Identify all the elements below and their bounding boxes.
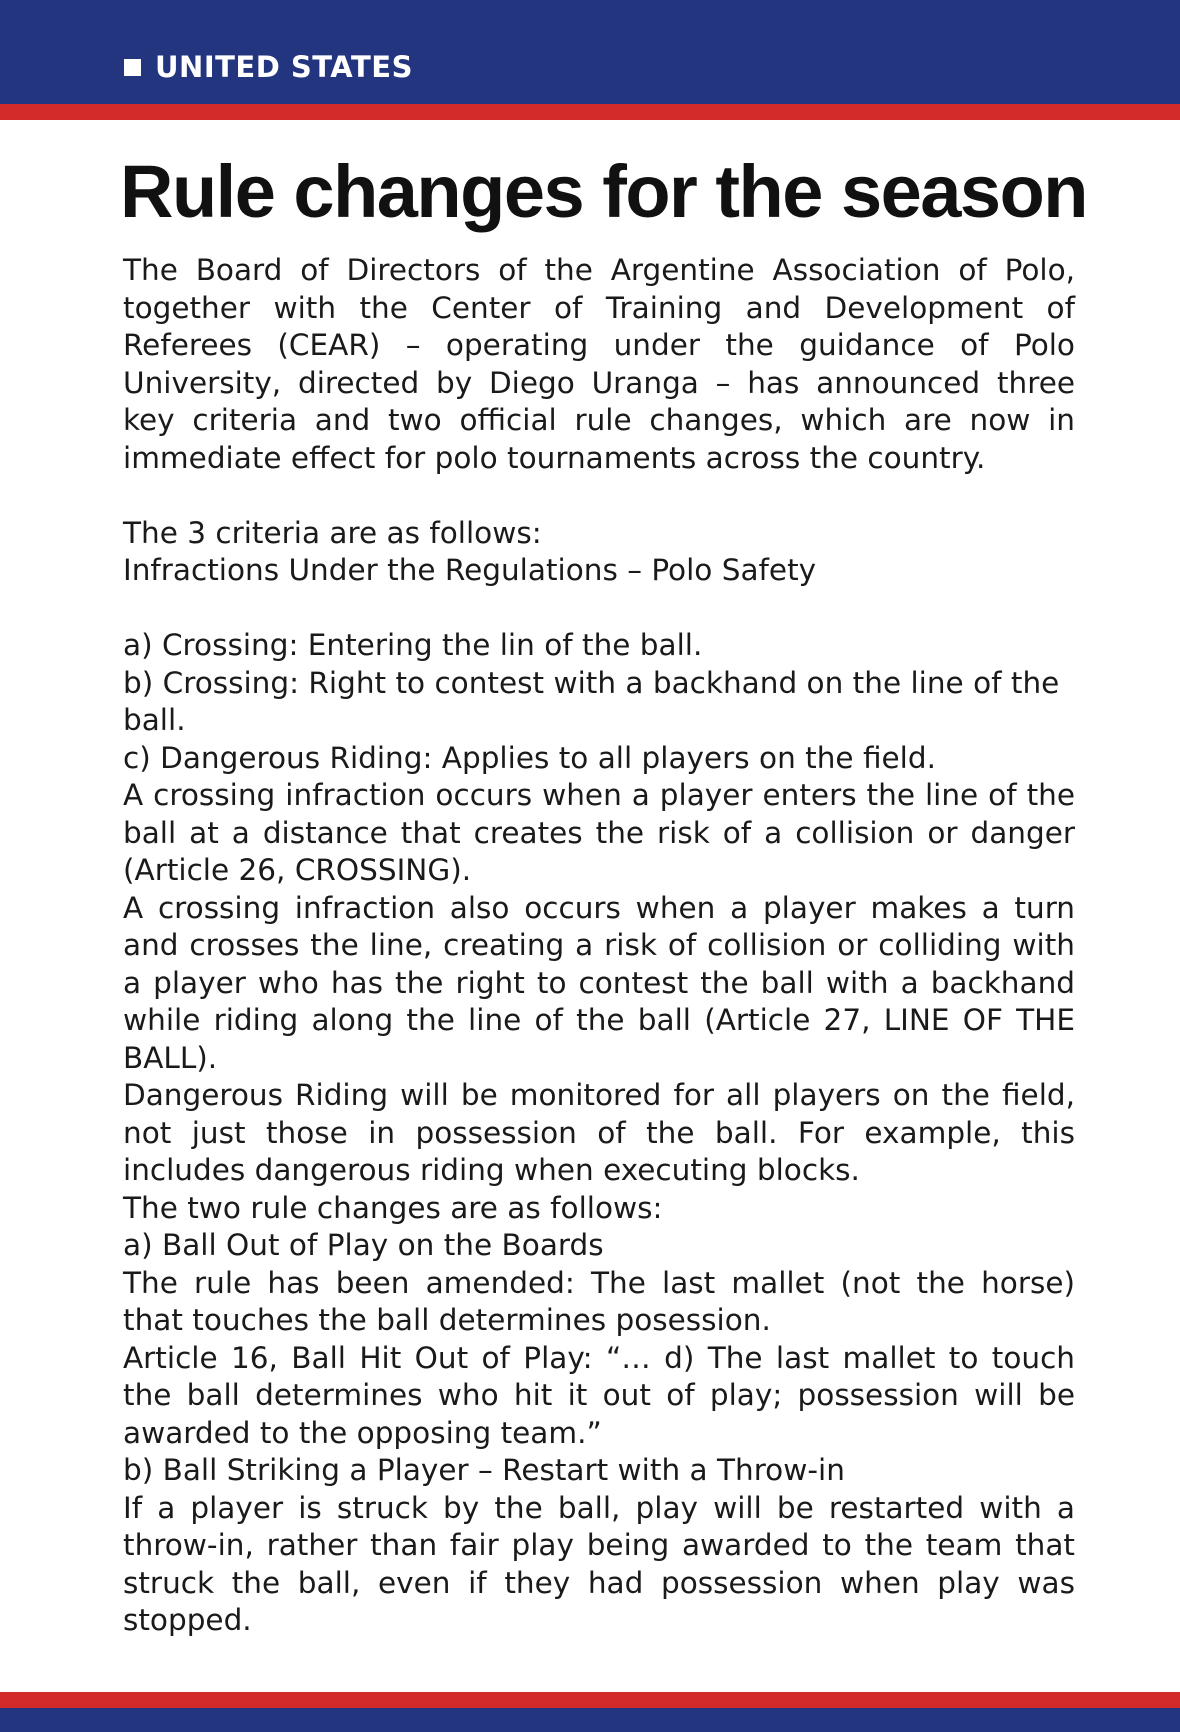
criteria-item: b) Crossing: Right to contest with a backhand on the line of the ball. [123,665,1060,737]
header-accent-stripe [0,104,1180,120]
rule-a-quote: Article 16, Ball Hit Out of Play: “… d) The last mallet to touch the ball determines who hit it out of play; possession will be awarded to the opposing team.” [123,1340,1075,1450]
section-label [124,50,413,84]
footer-accent-stripe [0,1692,1180,1708]
criteria-subheading: Infractions Under the Regulations – Polo Safety [123,553,817,587]
criteria-item: c) Dangerous Riding: Applies to all players on the field. [123,740,936,775]
rule-b-text: If a player is struck by the ball, play will be restarted with a throw-in, rather than fair play being awarded to the team that struck the ball, even if they had possession when play was stopped. [123,1490,1075,1637]
article-title: Rule changes for the season [120,150,1087,233]
section-label-text: UNITED STATES [155,50,413,84]
rules-heading: The two rule changes are as follows: [123,1190,663,1225]
body-paragraph: Dangerous Riding will be monitored for all players on the field, not just those in possession of the ball. For example, this includes dangerous riding when executing blocks. [123,1078,1075,1187]
rule-b-title: b) Ball Striking a Player – Restart with a Throw-in [123,1453,845,1487]
article-body [123,252,1075,1640]
intro-paragraph: The Board of Directors of the Argentine Association of Polo, together with the Center of Training and Development of Referees (CEAR) – operating under the guidance of Polo University, directed by Diego Uranga – has announced three key criteria and two official rule changes, which are now in immediate effect for polo tournaments across the country. [123,253,1075,475]
rule-a-title: a) Ball Out of Play on the Boards [123,1228,604,1262]
body-paragraph: A crossing infraction occurs when a player enters the line of the ball at a distance that creates the risk of a collision or danger (Article 26, CROSSING). [123,778,1075,887]
rule-a-text: The rule has been amended: The last mallet (not the horse) that touches the ball determines posession. [123,1265,1075,1337]
footer-band [0,1708,1180,1732]
criteria-heading: The 3 criteria are as follows: [123,515,542,550]
body-paragraph: A crossing infraction also occurs when a player makes a turn and crosses the line, creating a risk of collision or colliding with a player who has the right to contest the ball with a backhand while riding along the line of the ball (Article 27, LINE OF THE BALL). [123,890,1075,1075]
criteria-item: a) Crossing: Entering the lin of the ball. [123,628,703,662]
square-icon [124,59,141,76]
